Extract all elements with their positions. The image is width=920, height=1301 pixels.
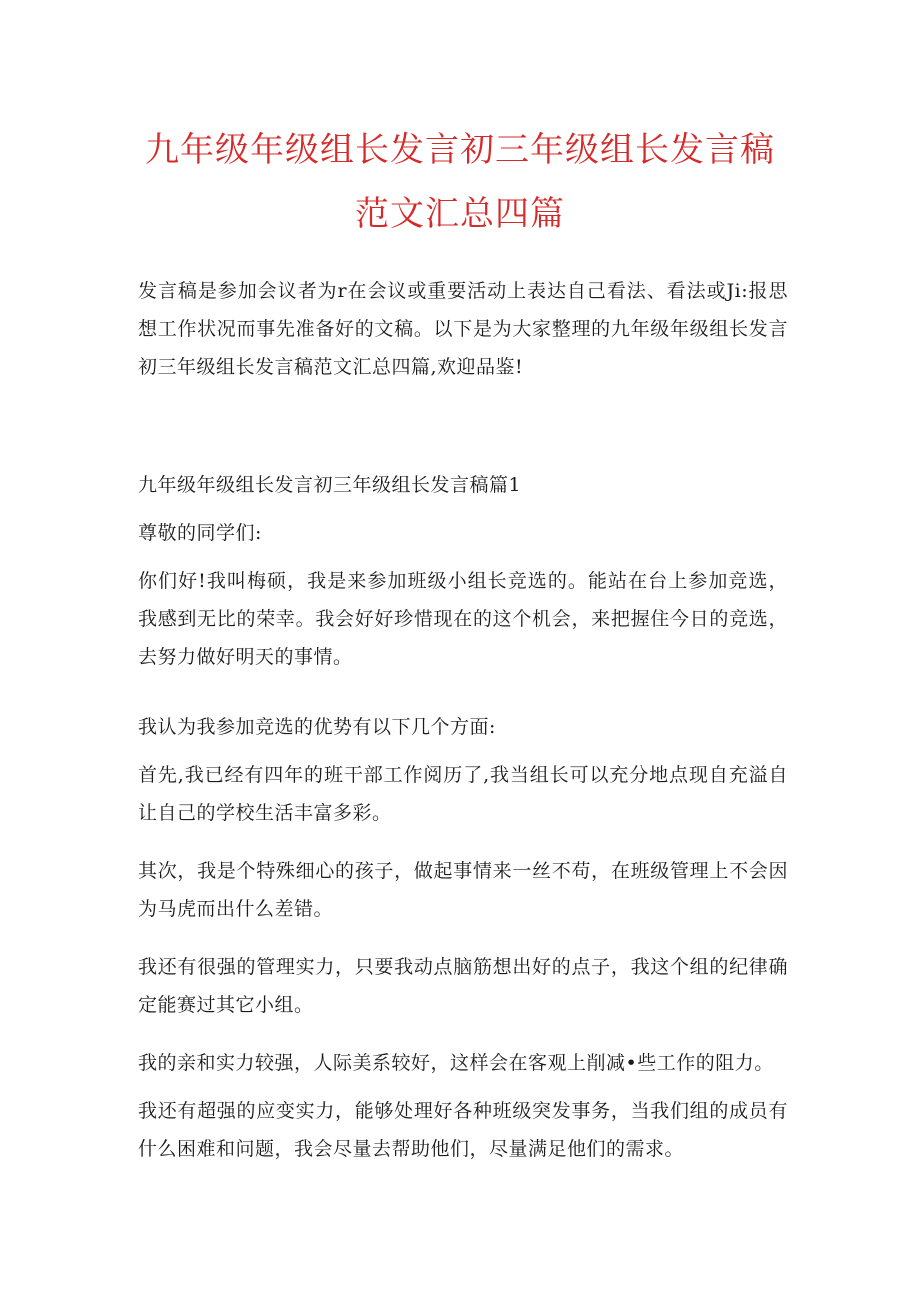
document-title-line-2: 范文汇总四篇 xyxy=(355,194,565,234)
body-paragraph: 尊敬的同学们: xyxy=(138,522,262,544)
body-paragraph: 我还有很强的管理实力，只要我动点脑筋想出好的点子，我这个组的纪律确定能赛过其它小组。 xyxy=(138,956,788,1016)
intro-paragraph: 发言稿是参加会议者为r在会议或重要活动上表达自己看法、看法或Ji:报思想工作状况而事先准备好的文稿。以下是为大家整理的九年级年级组长发言初三年级组长发言稿范文汇总四篇,欢迎品鉴! xyxy=(138,280,788,378)
body-paragraph: 首先,我已经有四年的班干部工作阅历了,我当组长可以充分地点现自充溢自让自己的学校生活丰富多彩。 xyxy=(138,764,788,824)
body-paragraph: 你们好!我叫梅硕，我是来参加班级小组长竞选的。能站在台上参加竞选，我感到无比的荣幸。我会好好珍惜现在的这个机会，来把握住今日的竞选，去努力做好明天的事情。 xyxy=(138,570,788,668)
body-paragraph: 我认为我参加竞选的优势有以下几个方面: xyxy=(138,716,496,738)
section-heading: 九年级年级组长发言初三年级组长发言稿篇1 xyxy=(138,474,522,496)
body-paragraph: 其次，我是个特殊细心的孩子，做起事情来一丝不苟，在班级管理上不会因为马虎而出什么差错。 xyxy=(138,860,788,920)
document-title-line-1: 九年级年级组长发言初三年级组长发言稿 xyxy=(145,130,775,170)
body-paragraph: 我的亲和实力较强，人际美系较好，这样会在客观上削减•些工作的阻力。 xyxy=(138,1052,774,1074)
body-paragraph: 我还有超强的应变实力，能够处理好各种班级突发事务，当我们组的成员有什么困难和问题，我会尽量去帮助他们，尽量满足他们的需求。 xyxy=(138,1100,788,1160)
